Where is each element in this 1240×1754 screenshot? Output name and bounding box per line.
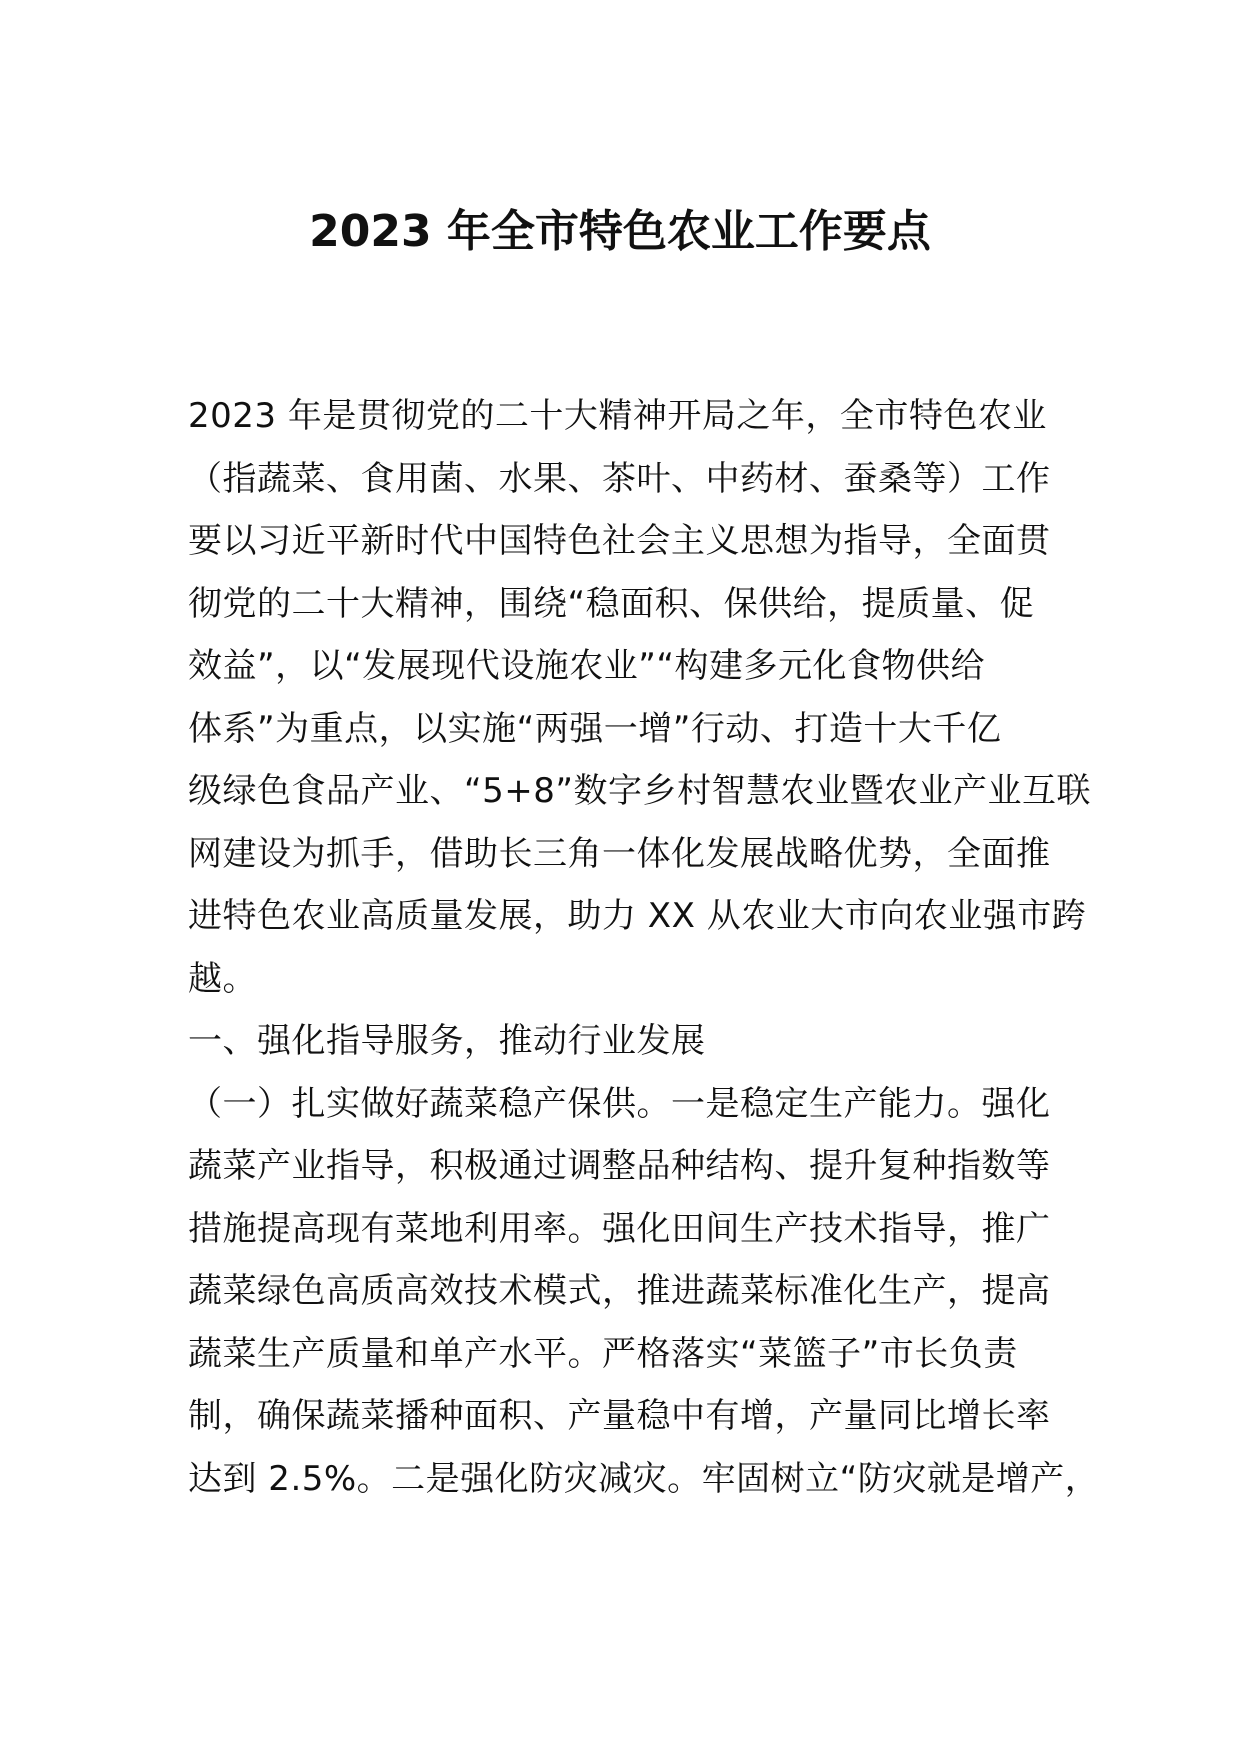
body-line: （一）扎实做好蔬菜稳产保供。一是稳定生产能力。强化 (188, 1083, 1051, 1124)
section-heading: 一、强化指导服务，推动行业发展 (188, 1021, 706, 1061)
body-line: 网建设为抓手，借助长三角一体化发展战略优势，全面推 (188, 833, 1051, 874)
body-line: 2023 年是贯彻党的二十大精神开局之年，全市特色农业 (188, 396, 1047, 436)
body-line: 进特色农业高质量发展，助力 XX 从农业大市向农业强市跨 (188, 896, 1087, 936)
body-line: 彻党的二十大精神，围绕“稳面积、保供给，提质量、促 (188, 583, 1035, 624)
document-title: 2023 年全市特色农业工作要点 (309, 206, 931, 257)
body-line: 蔬菜产业指导，积极通过调整品种结构、提升复种指数等 (188, 1146, 1051, 1186)
body-line: 越。 (188, 958, 257, 999)
body-line: 蔬菜绿色高质高效技术模式，推进蔬菜标准化生产，提高 (188, 1271, 1051, 1311)
body-line: 体系”为重点，以实施“两强一增”行动、打造十大千亿 (188, 708, 1002, 749)
document-body (188, 385, 1100, 1510)
body-line: 达到 2.5%。二是强化防灾减灾。牢固树立“防灾就是增产， (188, 1458, 1100, 1499)
body-line: 措施提高现有菜地利用率。强化田间生产技术指导，推广 (188, 1208, 1051, 1249)
body-line: 要以习近平新时代中国特色社会主义思想为指导，全面贯 (188, 521, 1051, 561)
body-line: （指蔬菜、食用菌、水果、茶叶、中药材、蚕桑等）工作 (188, 458, 1051, 499)
body-line: 效益”，以“发展现代设施农业”“构建多元化食物供给 (188, 646, 985, 686)
body-line: 级绿色食品产业、“5+8”数字乡村智慧农业暨农业产业互联 (188, 771, 1091, 811)
body-line: 制，确保蔬菜播种面积、产量稳中有增，产量同比增长率 (188, 1396, 1051, 1436)
body-line: 蔬菜生产质量和单产水平。严格落实“菜篮子”市长负责 (188, 1333, 1018, 1374)
